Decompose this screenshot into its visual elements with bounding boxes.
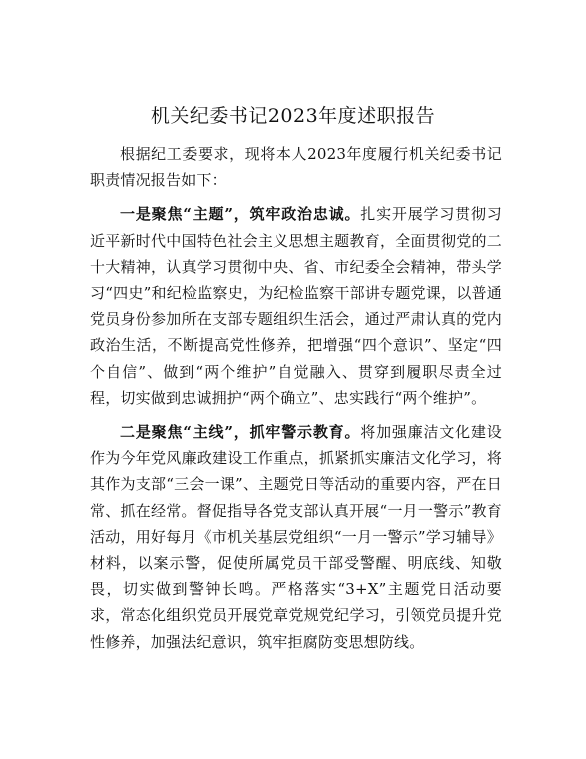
intro-paragraph: 根据纪工委要求，现将本人2023年度履行机关纪委书记职责情况报告如下：: [90, 145, 502, 190]
section-two-lead: 二是聚焦“主线”，抓牢警示教育。: [120, 423, 361, 442]
section-one-lead: 一是聚焦“主题”，筑牢政治忠诚。: [120, 205, 361, 224]
section-one-paragraph: [90, 201, 502, 411]
section-two-body: 将加强廉洁文化建设作为今年党风廉政建设工作重点，抓紧抓实廉洁文化学习，将其作为支部“三会一课”、主题党日等活动的重要内容，严在日常、抓在经常。督促指导各党支部认真开展“一月一警示”教育活动，用好每月《市机关基层党组织“一月一警示”学习辅导》材料，以案示警，促使所属党员干部受警醒、明底线、知敬畏，切实做到警钟长鸣。严格落实“3+X”主题党日活动要求，常态化组织党员开展党章党规党纪学习，引领党员提升党性修养，加强法纪意识，筑牢拒腐防变思想防线。: [90, 423, 502, 651]
section-one-body: 扎实开展学习贯彻习近平新时代中国特色社会主义思想主题教育，全面贯彻党的二十大精神，认真学习贯彻中央、省、市纪委全会精神，带头学习“四史”和纪检监察史，为纪检监察干部讲专题党课，以普通党员身份参加所在支部专题组织生活会，通过严肃认真的党内政治生活，不断提高党性修养，把增强“四个意识”、坚定“四个自信”、做到“两个维护”自觉融入、贯穿到履职尽责全过程，切实做到忠诚拥护“两个确立”、忠实践行“两个维护”。: [90, 205, 502, 407]
document-body: [90, 141, 502, 663]
section-two-paragraph: [90, 419, 502, 655]
document-title: 机关纪委书记2023年度述职报告: [150, 105, 436, 127]
